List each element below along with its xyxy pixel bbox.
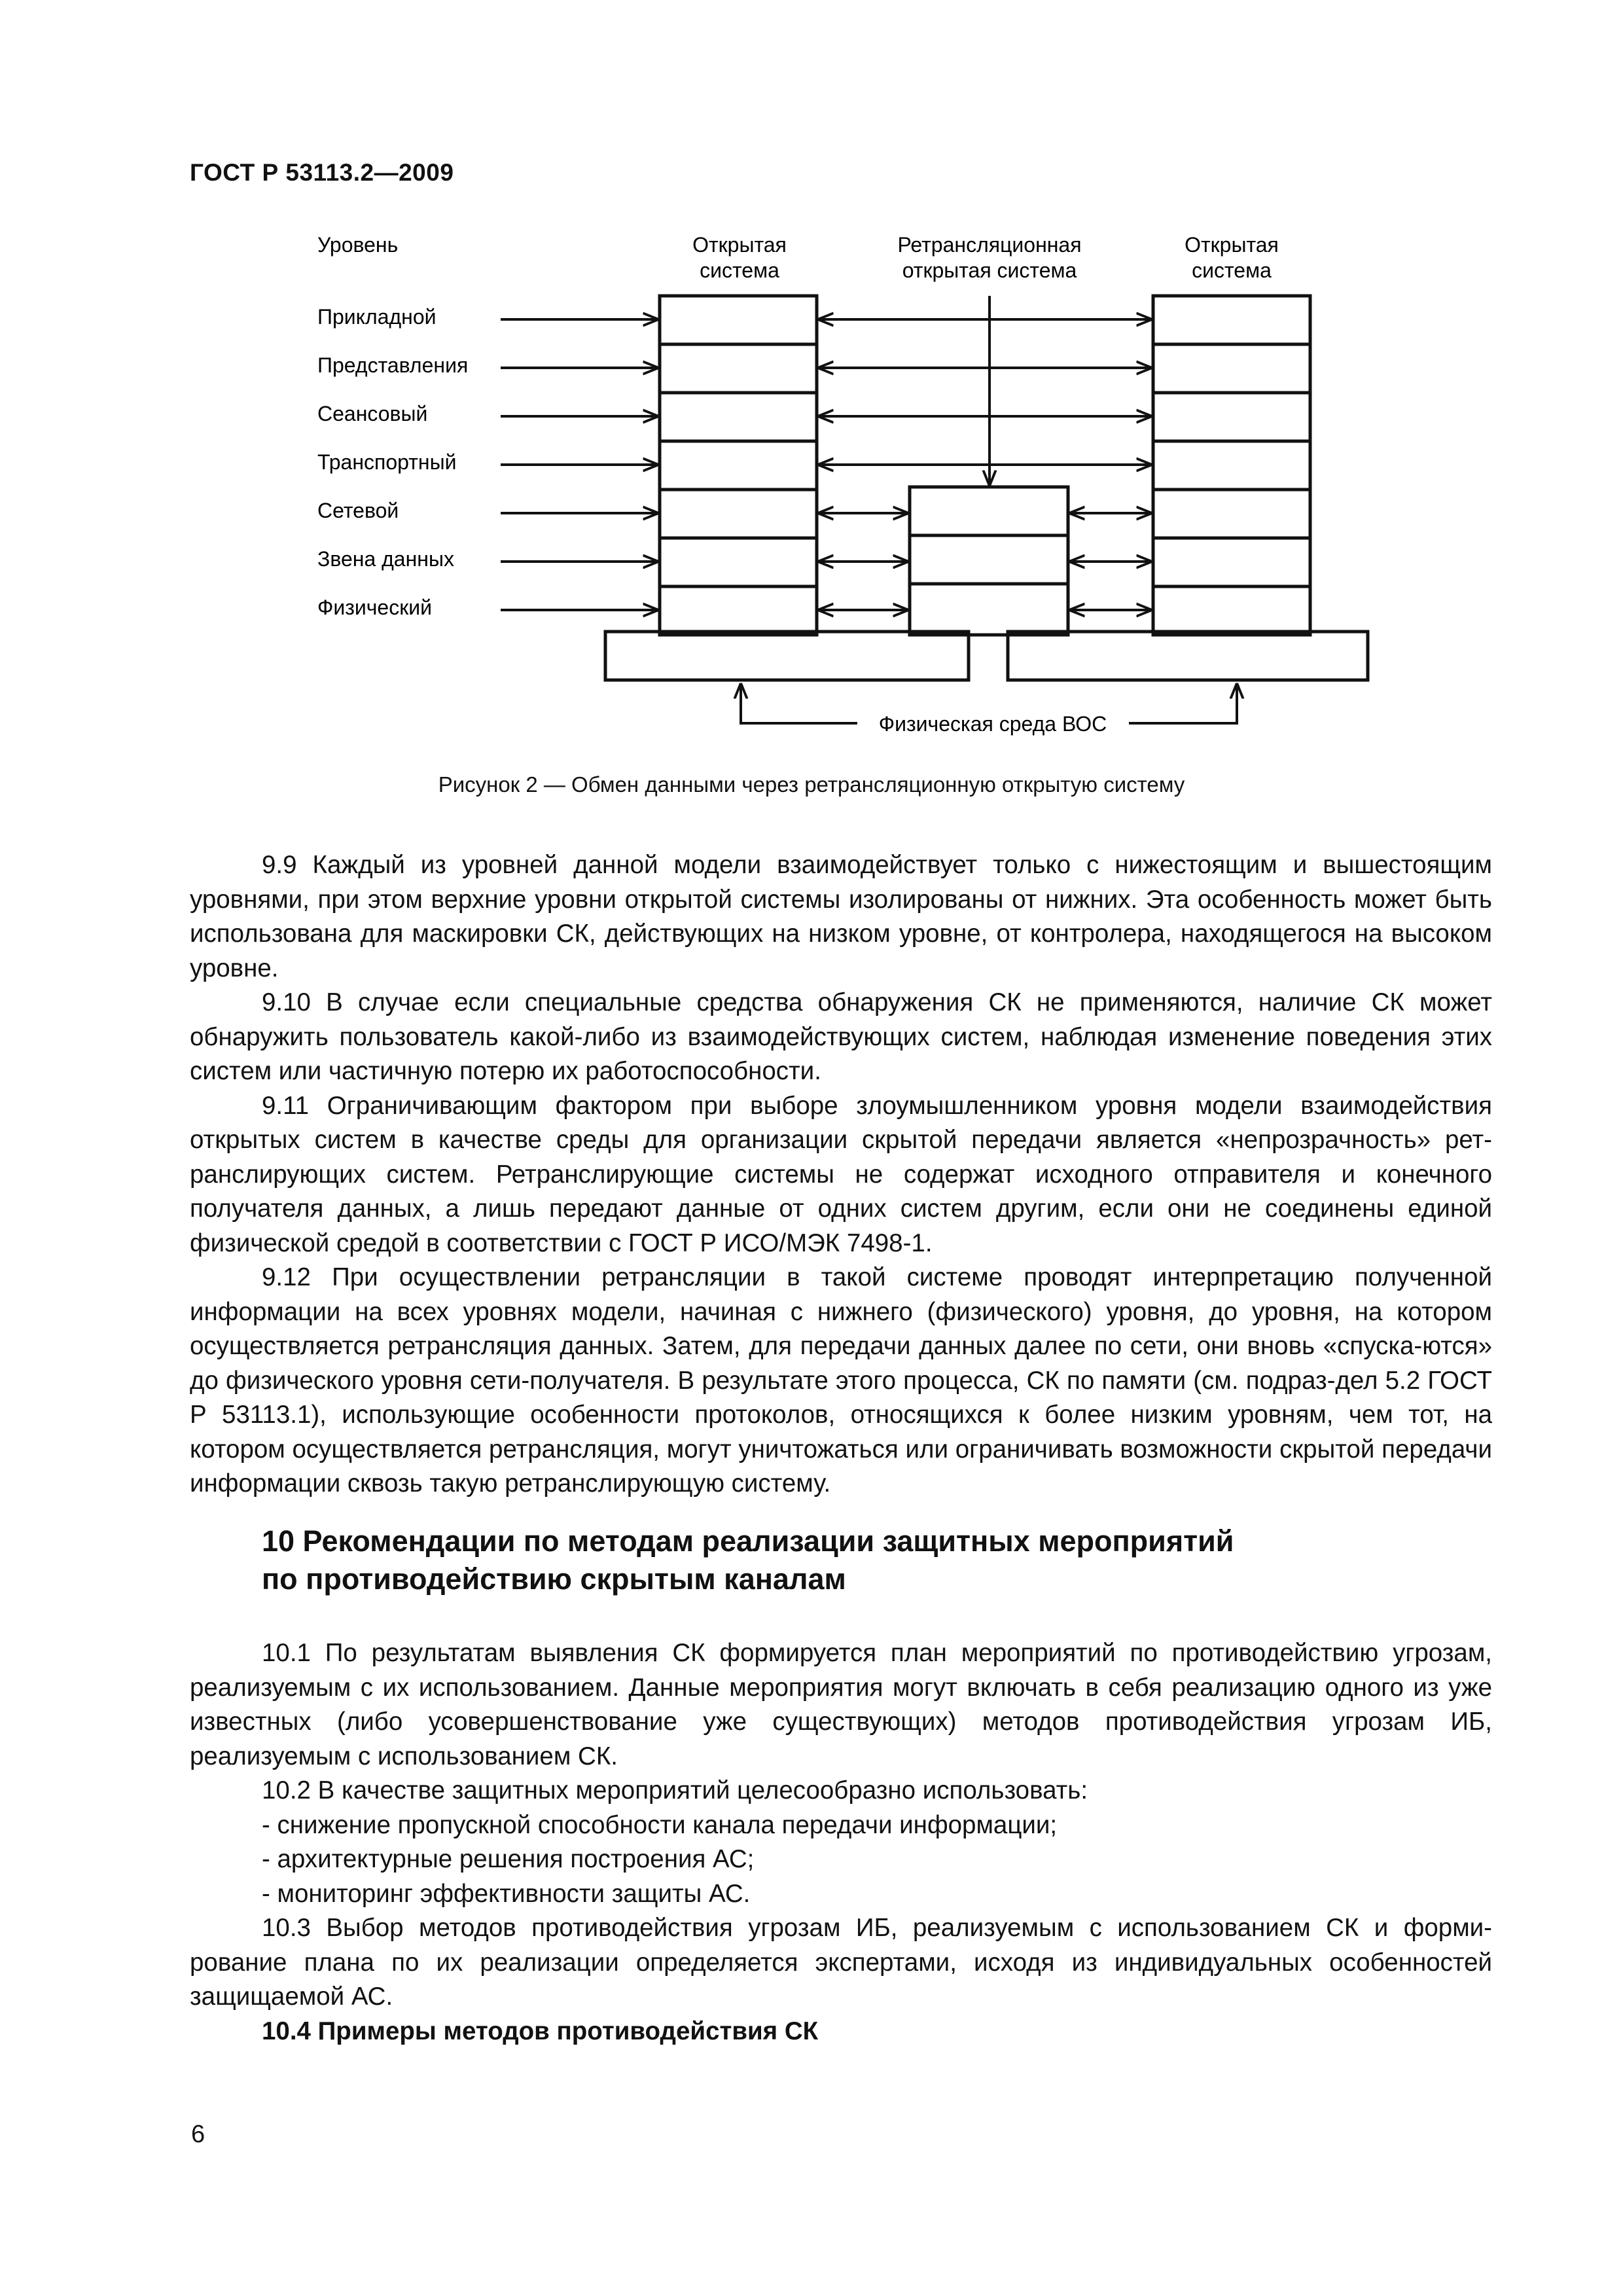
figure-caption: Рисунок 2 — Обмен данными через ретрансляционную открытую систему <box>438 772 1185 797</box>
open-system-right-line1: Открытая <box>1185 233 1279 257</box>
level-label-presentation: Представления <box>317 353 469 377</box>
level-label-transport: Транспортный <box>317 450 457 474</box>
list-item: - мониторинг эффективности защиты АС. <box>262 1879 751 1908</box>
open-system-right-line2: система <box>1192 259 1272 282</box>
level-label-network: Сетевой <box>317 499 399 522</box>
right-system-stack <box>1153 296 1310 635</box>
section-10-heading-line2: по противодействию скрытым каналам <box>262 1562 846 1596</box>
section-9-text <box>190 848 1492 1501</box>
left-system-stack <box>660 296 817 635</box>
level-header: Уровень <box>317 233 399 257</box>
list-item: - архитектурные решения построения АС; <box>262 1845 755 1873</box>
paragraph-9-9: 9.9 Каждый из уровней данной модели взаимодействует только с нижестоящим и вышестоящим уровнями, при этом верхние уровни открытой системы изолированы от нижних. Эта особенность может быть использована для маскировки СК, действующих на низком уровне, от контролера, находящегося на высоком уровне. <box>190 851 1492 982</box>
paragraph-9-12: 9.12 При осуществлении ретрансляции в такой системе проводят интерпретацию полученной информации на всех уровнях модели, начиная с нижнего (физического) уровня, до уровня, на котором осуществляется ретрансляция данных. Затем, для передачи данных далее по сети, они вновь «спуска-ются» до физического уровня сети-получателя. В результате этого процесса, СК по памяти (см. подраз-дел 5.2 ГОСТ Р 53113.1), использующие особенности протоколов, относящихся к более низким уровням, чем тот, на котором осуществляется ретрансляция, могут уничтожаться или ограничивать возможности скрытой передачи информации сквозь такую ретранслирующую систему. <box>190 1263 1492 1498</box>
open-system-left-line2: система <box>700 259 779 282</box>
list-item: - снижение пропускной способности канала передачи информации; <box>262 1810 1058 1839</box>
subsection-10-4-title: 10.4 Примеры методов противодействия СК <box>262 2017 819 2045</box>
level-label-datalink: Звена данных <box>317 547 454 571</box>
paragraph-10-3: 10.3 Выбор методов противодействия угрозам ИБ, реализуемым с использованием СК и форми-рование плана по их реализации определяется экспертами, исходя из индивидуальных особенностей защищаемой АС. <box>190 1914 1492 2011</box>
paragraph-9-11: 9.11 Ограничивающим фактором при выборе злоумышленником уровня модели взаимодействия открытых систем в качестве среды для организации скрытой передачи является «непрозрачность» рет-ранслирующих систем. Ретранслирующие системы не содержат исходного отправителя и конечного получателя данных, а лишь передают данные от одних систем другим, если они не соединены единой физической средой в соответствии с ГОСТ Р ИСО/МЭК 7498-1. <box>190 1091 1492 1257</box>
physical-medium-left <box>605 632 969 680</box>
level-label-session: Сеансовый <box>317 402 428 425</box>
section-10-heading <box>262 1522 1505 1598</box>
paragraph-10-1: 10.1 По результатам выявления СК формируется план мероприятий по противодействию угрозам, реализуемым с их использованием. Данные мероприятия могут включать в себя реализацию одного из уже известных (либо усовершенствование уже существующих) методов противодействия угрозам ИБ, реализуемым с использованием СК. <box>190 1639 1492 1770</box>
physical-medium-label: Физическая среда ВОС <box>878 712 1107 736</box>
level-label-application: Прикладной <box>317 305 437 329</box>
relay-system-stack <box>910 487 1068 635</box>
level-label-physical: Физический <box>317 596 432 619</box>
document-header: ГОСТ Р 53113.2—2009 <box>190 159 454 186</box>
osi-relay-diagram <box>0 0 1623 759</box>
open-system-left-line1: Открытая <box>692 233 787 257</box>
physical-medium-right <box>1008 632 1368 680</box>
page-number: 6 <box>191 2121 205 2148</box>
section-10-text <box>190 1636 1492 2049</box>
relay-system-line2: открытая система <box>902 259 1077 282</box>
relay-system-line1: Ретрансляционная <box>897 233 1082 257</box>
paragraph-10-2: 10.2 В качестве защитных мероприятий целесообразно использовать: <box>262 1776 1088 1804</box>
section-10-heading-line1: 10 Рекомендации по методам реализации защитных мероприятий <box>262 1524 1234 1558</box>
paragraph-9-10: 9.10 В случае если специальные средства обнаружения СК не применяются, наличие СК может обнаружить пользователь какой-либо из взаимодействующих систем, наблюдая изменение поведения этих систем или частичную потерю их работоспособности. <box>190 988 1492 1085</box>
